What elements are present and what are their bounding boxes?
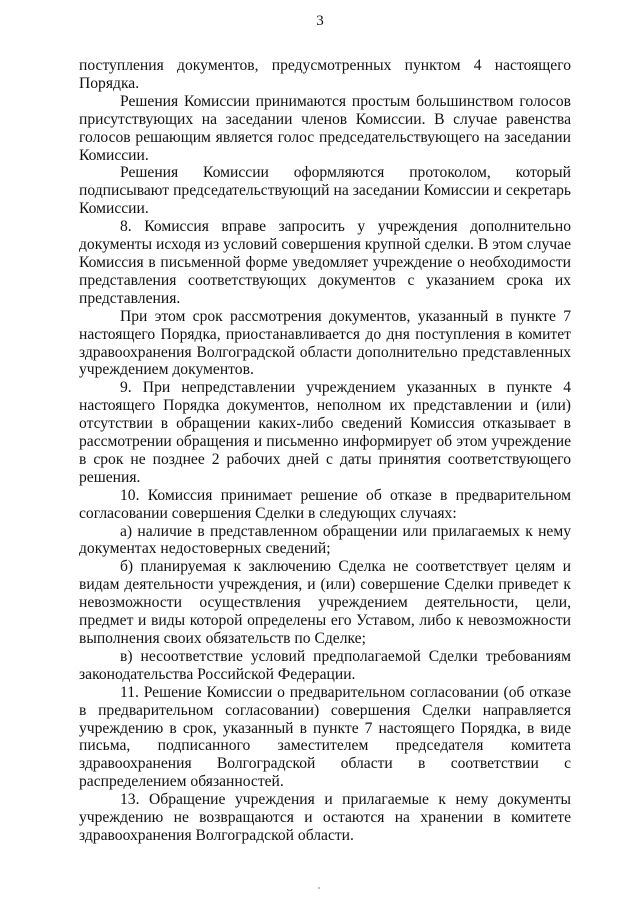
paragraph-item-10-b: б) планируемая к заключению Сделка не соответствует целям и видам деятельности учреждения, и (или) совершение Сделки приведет к невозможности осуществления учреждением деятельности, цели, предмет и виды которой определены его Уставом, либо к невозможности выполнения своих обязательств по Сделке; xyxy=(79,558,571,647)
paragraph-item-10-v: в) несоответствие условий предполагаемой Сделки требованиям законодательства Российской Федерации. xyxy=(79,647,571,683)
paragraph-item-10-a: а) наличие в представленном обращении или прилагаемых к нему документах недостоверных сведений; xyxy=(79,522,571,558)
paragraph-continuation: поступления документов, предусмотренных пунктом 4 настоящего Порядка. xyxy=(79,57,571,92)
paragraph-decisions-protocol: Решения Комиссии оформляются протоколом, который подписывают председательствующий на заседании Комиссии и секретарь Комиссии. xyxy=(79,164,571,218)
page-number: 3 xyxy=(316,13,324,29)
paragraph-item-13: 13. Обращение учреждения и прилагаемые к нему документы учреждению не возвращаются и остаются на хранении в комитете здравоохранения Волгоградской области. xyxy=(79,791,571,844)
paragraph-item-11: 11. Решение Комиссии о предварительном согласовании (об отказе в предварительном согласовании) совершения Сделки направляется учреждению в срок, указанный в пункте 7 настоящего Порядка, в виде письма, подписанного заместителем председателя комитета здравоохранения Волгоградской области в соответствии с распределением обязанностей. xyxy=(79,683,571,791)
scan-speck xyxy=(318,887,320,889)
paragraph-decisions-majority: Решения Комиссии принимаются простым большинством голосов присутствующих на заседании членов Комиссии. В случае равенства голосов решающим является голос председательствующего на заседании Комиссии. xyxy=(79,92,571,164)
paragraph-item-8: 8. Комиссия вправе запросить у учреждения дополнительно документы исходя из условий совершения крупной сделки. В этом случае Комиссия в письменной форме уведомляет учреждение о необходимости представления соответствующих документов с указанием срока их представления. xyxy=(79,218,571,307)
paragraph-item-10: 10. Комиссия принимает решение об отказе в предварительном согласовании совершения Сделки в следующих случаях: xyxy=(79,486,571,522)
document-body xyxy=(79,57,571,845)
paragraph-item-8-term: При этом срок рассмотрения документов, указанный в пункте 7 настоящего Порядка, приостанавливается до дня поступления в комитет здравоохранения Волгоградской области дополнительно представленных учреждением документов. xyxy=(79,307,571,379)
paragraph-item-9: 9. При непредставлении учреждением указанных в пункте 4 настоящего Порядка документов, неполном их представлении и (или) отсутствии в обращении каких-либо сведений Комиссия отказывает в рассмотрении обращения и письменно информирует об этом учреждение в срок не позднее 2 рабочих дней с даты принятия соответствующего решения. xyxy=(79,379,571,486)
